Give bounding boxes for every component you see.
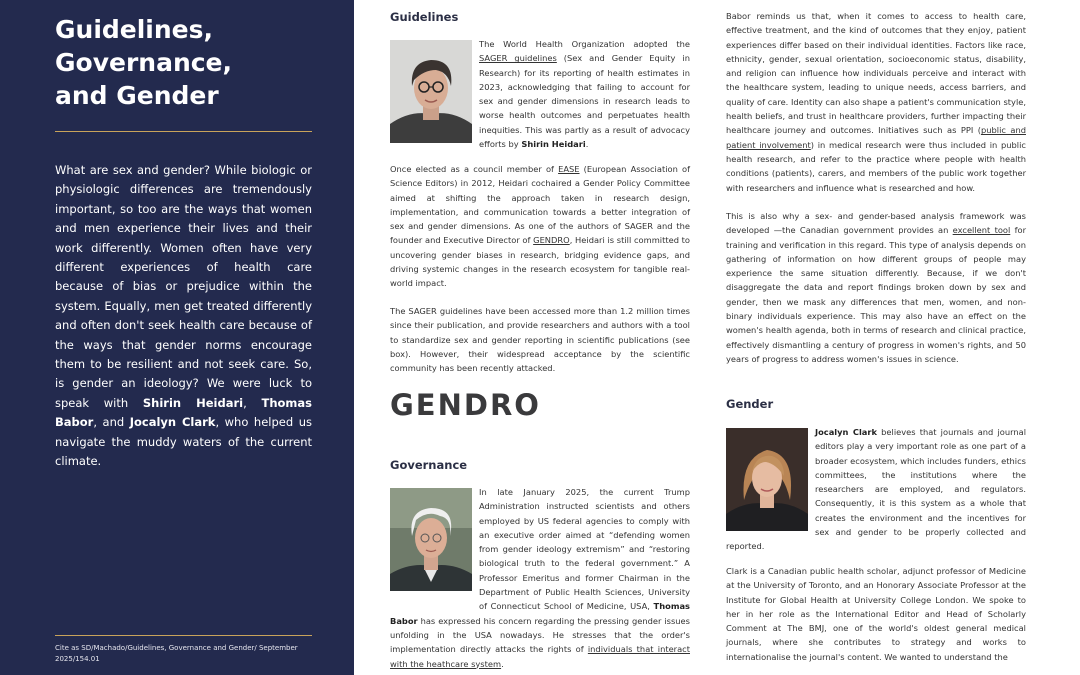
guidelines-p1-text-c: . xyxy=(585,139,589,150)
page-title xyxy=(55,13,325,112)
gender-paragraph-2: Clark is a Canadian public health scholar, adjunct professor of Medicine at the University of Toronto, and an Honorary Associate Professor at the Institute for Global Health at University College London. We spoke to her in her role as the International Editor and Head of Scholarly Comment at The BMJ, one of the world's oldest general medical journals, where she contributes to strategy and works to internationalise the journal's content. We wanted to understand the xyxy=(726,566,1026,662)
cite-divider xyxy=(55,635,312,636)
title-line-3: and Gender xyxy=(55,81,219,110)
governance-photo-float-spacer xyxy=(390,485,479,603)
governance-p1-name: Thomas Babor xyxy=(390,601,690,626)
framework-p2-text-a: This is also why a sex- and gender-based analysis framework was developed —the Canadian government provides an xyxy=(726,211,1026,236)
governance-p1-text-c: . xyxy=(501,658,504,669)
governance-paragraph-1 xyxy=(390,485,690,671)
guidelines-paragraph-1 xyxy=(479,37,690,151)
title-line-2: Governance, xyxy=(55,48,233,77)
babor-p1-text-a: Babor reminds us that, when it comes to access to health care, effective treatment, and the kind of outcomes that they enjoy, patient experiences differ based on their individual identities. Factors like race, ethnicity, gender, sexual orientation, socioeconomic status, disability, and religion can influence how individuals perceive and interact with the healthcare system, leading to unique needs, access barriers, and quality of care. Identity can also shape a patient's communication style, health beliefs, and trust in healthcare providers, further impacting their healthcare journey and outcomes. Initiatives such as PPI ( xyxy=(726,11,1026,136)
healthcare-individuals-link[interactable]: individuals that interact with the heathcare system xyxy=(390,644,690,669)
portrait-woman-glasses-icon xyxy=(390,40,472,143)
name-babor: Thomas Babor xyxy=(55,395,312,430)
name-heidari: Shirin Heidari xyxy=(142,395,244,410)
section-heading-governance: Governance xyxy=(390,458,468,472)
gendro-logo xyxy=(390,389,560,419)
intro-text-end: , who helped us navigate the muddy waters of the current climate. xyxy=(55,415,312,469)
title-line-1: Guidelines, xyxy=(55,15,214,44)
guidelines-p1-text-a: The World Health Organization adopted the xyxy=(479,39,690,49)
intro-separator-2: , and xyxy=(93,415,130,430)
gender-p1-name: Jocalyn Clark xyxy=(815,427,877,437)
gender-photo-float-spacer xyxy=(726,425,815,539)
babor-p1-text-b: ) in medical research were thus included in public health research, and refer to the practice where people with health conditions (patients), carers, and members of the public work together with researchers and influence what is researched and how. xyxy=(726,139,1026,193)
sager-guidelines-link[interactable]: SAGER guidelines xyxy=(479,53,557,64)
gender-p1-text: believes that journals and journal editors play a very important role as one part of a broader ecosystem, which includes funders, ethics committees, the institutions where the researchers are employed, and regulators. Consequently, it is this system as a whole that creates the environment and the incentives for sex and gender to be properly collected and reported. xyxy=(726,427,1026,552)
guidelines-p2-text-c: , Heidari is still committed to uncovering gender biases in research, bridging evidence gaps, and driving systemic changes in the research ecosystem for tangible real-world impact. xyxy=(390,235,690,289)
section-heading-gender: Gender xyxy=(726,397,774,411)
framework-p2-text-b: for training and verification in this regard. This type of analysis depends on gathering of information on how different groups of people may experience the same situation differently. Because, if we don't disaggregate the data and report findings broken down by sex and gender, then we mask any differences that men, women, and non-binary individuals experience. This may also have an effect on the women's health agenda, both in terms of research and clinical practice, effectively dismantling a century of progress in women's rights, and 50 years of progress to address women's issues in science. xyxy=(726,225,1027,364)
name-clark: Jocalyn Clark xyxy=(129,415,216,430)
guidelines-p1-name: Shirin Heidari xyxy=(521,139,586,150)
guidelines-p1-text-b: (Sex and Gender Equity in Research) for its reporting of health estimates in 2023, acknowledging that failing to account for sex and gender dimensions in research leads to worse health outcomes and perpetuates health inequities. This was partly as a result of advocacy efforts by xyxy=(479,53,690,150)
ppi-link[interactable]: public and patient involvement xyxy=(726,125,1026,150)
intro-paragraph xyxy=(55,161,312,472)
middle-column xyxy=(390,0,690,675)
babor-paragraph xyxy=(726,9,1026,195)
guidelines-paragraph-2 xyxy=(390,162,690,291)
citation-text: Cite as SD/Machado/Guidelines, Governance and Gender/ September 2025/154.01 xyxy=(55,644,298,663)
section-heading-guidelines: Guidelines xyxy=(390,10,459,24)
right-column xyxy=(726,0,1026,675)
governance-p1-text-b: has expressed his concern regarding the pressing gender issues unfolding in the USA nowadays. He stresses that the order's implementation directly attacks the rights of xyxy=(390,615,690,655)
gender-paragraph-1 xyxy=(726,425,1026,554)
gendro-link[interactable]: GENDRO xyxy=(533,235,570,246)
excellent-tool-link[interactable]: excellent tool xyxy=(952,225,1011,236)
governance-p1-text-a: In late January 2025, the current Trump Administration instructed scientists and others employed by US federal agencies to comply with an executive order aimed at “defending women from gender ideology extremism” and “restoring biological truth to the federal government.” A Professor Emeritus and former Chairman in the Department of Public Health Sciences, University of Connecticut School of Medicine, USA, xyxy=(479,487,690,612)
sidebar-panel xyxy=(0,0,354,675)
guidelines-p2-text-a: Once elected as a council member of xyxy=(390,164,559,174)
guidelines-p2-text-b: (European Association of Science Editors) in 2012, Heidari cochaired a Gender Policy Committee aimed at shifting the approach taken in research design, implementation, and communication towards a better integration of sex and gender dimensions. As one of the authors of SAGER and the founder and Executive Director of xyxy=(390,164,690,246)
photo-shirin-heidari xyxy=(390,40,472,143)
title-divider xyxy=(55,131,312,132)
framework-paragraph xyxy=(726,209,1026,366)
intro-separator-1: , xyxy=(243,395,262,410)
gendro-logo-text: GENDRO xyxy=(390,389,541,419)
intro-text-start: What are sex and gender? While biologic or physiologic differences are tremendously important, so too are the ways that women and men experience their lives and their work differently. Women often have very different experiences of health care because of bias or prejudice within the system. Equally, men get treated differently and often don't seek health care because of the ways that gender norms encourage them to be resilient and not seek care. So, is gender an ideology? We were luck to speak with xyxy=(55,163,312,410)
guidelines-paragraph-3: The SAGER guidelines have been accessed more than 1.2 million times since their publication, and provide researchers and authors with a tool to standardize sex and gender reporting in scientific publications (see box). However, their widespread acceptance by the scientific community has been recently attacked. xyxy=(390,306,690,374)
ease-link[interactable]: EASE xyxy=(558,164,580,174)
